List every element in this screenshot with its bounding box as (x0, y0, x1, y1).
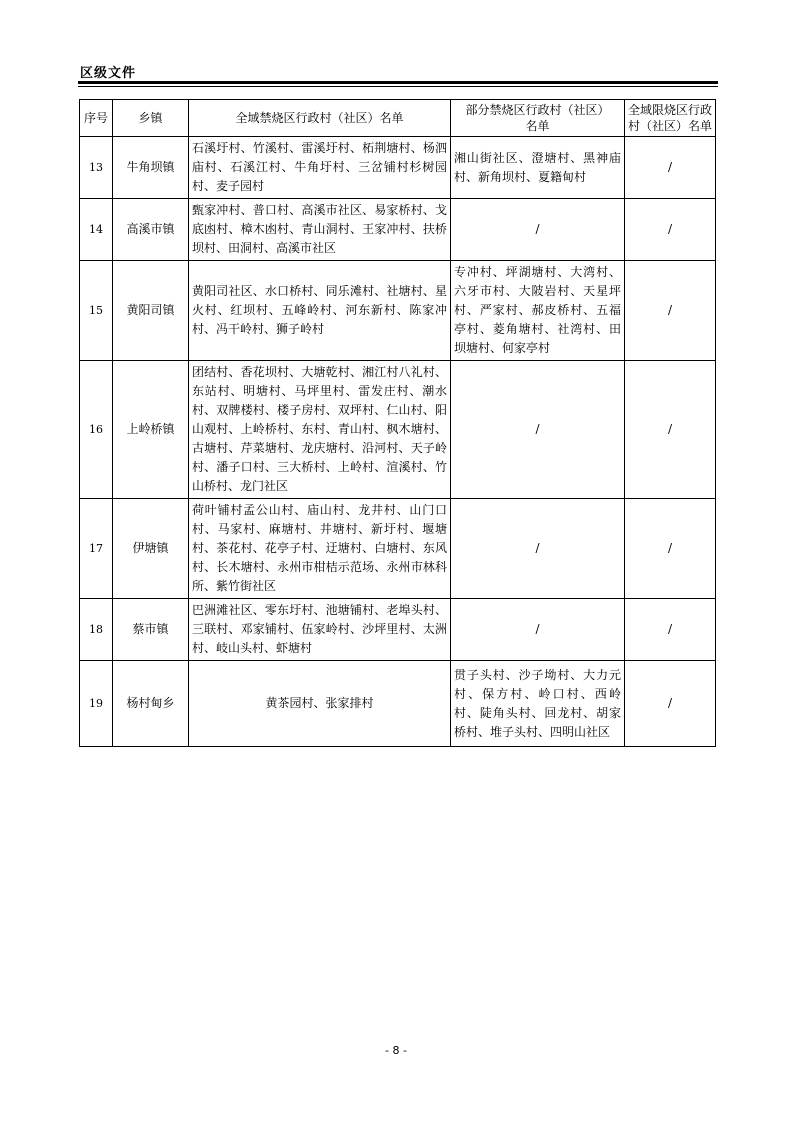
village-list-table (79, 99, 716, 747)
row-number: 18 (80, 599, 113, 661)
row-number: 16 (80, 361, 113, 499)
row-full-ban: 巴洲滩社区、零东圩村、池塘铺村、老埠头村、三联村、邓家铺村、伍家岭村、沙坪里村、太洲村、岐山头村、虾塘村 (189, 599, 451, 661)
row-full-ban: 石溪圩村、竹溪村、雷溪圩村、柘荆塘村、杨泗庙村、石溪江村、牛角圩村、三岔铺村杉树园村、麦子园村 (189, 137, 451, 199)
header-rule-thin (78, 86, 718, 87)
col-header-town: 乡镇 (113, 100, 189, 137)
row-town: 上岭桥镇 (113, 361, 189, 499)
col-header-partial-ban: 部分禁烧区行政村（社区）名单 (451, 100, 625, 137)
row-full-limit: / (625, 199, 716, 261)
row-town: 高溪市镇 (113, 199, 189, 261)
table-row (80, 499, 716, 599)
table-header-row (80, 100, 716, 137)
row-full-limit: / (625, 137, 716, 199)
row-partial-ban: / (451, 361, 625, 499)
row-partial-ban: / (451, 199, 625, 261)
col-header-full-ban: 全域禁烧区行政村（社区）名单 (189, 100, 451, 137)
table-row (80, 661, 716, 747)
col-header-full-limit: 全域限烧区行政村（社区）名单 (625, 100, 716, 137)
row-full-limit: / (625, 599, 716, 661)
row-full-limit: / (625, 499, 716, 599)
table-row (80, 261, 716, 361)
row-number: 19 (80, 661, 113, 747)
col-header-no: 序号 (80, 100, 113, 137)
row-full-ban: 黄阳司社区、水口桥村、同乐滩村、社塘村、星火村、红坝村、五峰岭村、河东新村、陈家冲村、冯干岭村、狮子岭村 (189, 261, 451, 361)
row-number: 13 (80, 137, 113, 199)
row-partial-ban: / (451, 599, 625, 661)
row-partial-ban: 专冲村、坪湖塘村、大湾村、六牙市村、大陂岩村、天星坪村、严家村、郝皮桥村、五福亭村、菱角塘村、社湾村、田坝塘村、何家亭村 (451, 261, 625, 361)
row-town: 杨村甸乡 (113, 661, 189, 747)
document-header-title: 区级文件 (80, 66, 137, 81)
row-full-ban: 甄家冲村、普口村、高溪市社区、易家桥村、戈底凼村、樟木凼村、青山洞村、王家冲村、扶桥坝村、田洞村、高溪市社区 (189, 199, 451, 261)
row-partial-ban: 湘山街社区、澄塘村、黑神庙村、新角坝村、夏籍甸村 (451, 137, 625, 199)
row-town: 牛角坝镇 (113, 137, 189, 199)
row-number: 14 (80, 199, 113, 261)
row-partial-ban: 贯子头村、沙子坳村、大力元村、保方村、岭口村、西岭村、陡角头村、回龙村、胡家桥村、堆子头村、四明山社区 (451, 661, 625, 747)
row-town: 黄阳司镇 (113, 261, 189, 361)
row-full-ban: 荷叶铺村孟公山村、庙山村、龙井村、山门口村、马家村、麻塘村、井塘村、新圩村、堰塘村、茶花村、花亭子村、迂塘村、白塘村、东风村、长木塘村、永州市柑桔示范场、永州市林科所、紫竹街社区 (189, 499, 451, 599)
row-town: 伊塘镇 (113, 499, 189, 599)
row-number: 15 (80, 261, 113, 361)
row-town: 蔡市镇 (113, 599, 189, 661)
table-row (80, 599, 716, 661)
row-number: 17 (80, 499, 113, 599)
header-rule-thick (78, 81, 718, 84)
table-row (80, 137, 716, 199)
row-full-limit: / (625, 661, 716, 747)
page-number: - 8 - (385, 1044, 407, 1057)
row-full-ban: 团结村、香花坝村、大塘乾村、湘江村八礼村、东站村、明塘村、马坪里村、雷发庄村、潮水村、双牌楼村、楼子房村、双坪村、仁山村、阳山观村、上岭桥村、东村、青山村、枫木塘村、古塘村、芹菜塘村、龙庆塘村、沿河村、天子岭村、潘子口村、三大桥村、上岭村、渲溪村、竹山桥村、龙门社区 (189, 361, 451, 499)
row-full-ban: 黄茶园村、张家排村 (189, 661, 451, 747)
row-full-limit: / (625, 261, 716, 361)
row-partial-ban: / (451, 499, 625, 599)
table-row (80, 361, 716, 499)
table-row (80, 199, 716, 261)
row-full-limit: / (625, 361, 716, 499)
